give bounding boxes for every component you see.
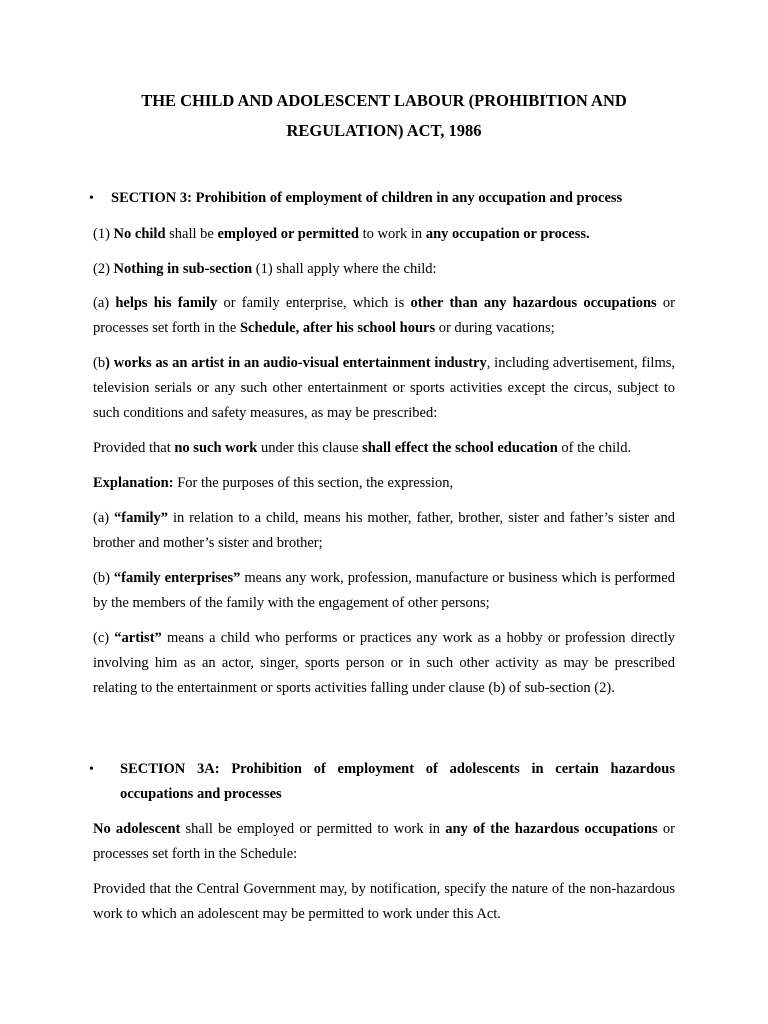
- explanation-family: (a) “family” in relation to a child, means his mother, father, brother, sister and father’s sister and brother and mother’s sister and brother;: [93, 510, 675, 551]
- section-3a-heading: SECTION 3A: Prohibition of employment of adolescents in certain hazardous occupations and processes: [120, 761, 675, 802]
- section-3-clause-2: (2) Nothing in sub-section (1) shall apply where the child:: [93, 261, 437, 277]
- section-3-subclause-a: (a) helps his family or family enterprise, which is other than any hazardous occupations or processes set forth in the Schedule, after his school hours or during vacations;: [93, 295, 675, 336]
- section-3-proviso: Provided that no such work under this clause shall effect the school education of the child.: [93, 440, 632, 456]
- explanation-artist: (c) “artist” means a child who performs or practices any work as a hobby or profession directly involving him as an actor, singer, sports person or in such other activity as may be prescribed relating to the entertainment or sports activities falling under clause (b) of sub-section (2).: [93, 630, 675, 696]
- section-3-heading: SECTION 3: Prohibition of employment of children in any occupation and process: [111, 190, 623, 206]
- explanation-family-enterprises: (b) “family enterprises” means any work, profession, manufacture or business which is performed by the members of the family with the engagement of other persons;: [93, 570, 675, 611]
- section-3a-clause: No adolescent shall be employed or permitted to work in any of the hazardous occupations or processes set forth in the Schedule:: [93, 821, 675, 862]
- section-3-explanation: Explanation: For the purposes of this section, the expression,: [93, 475, 454, 491]
- section-3a-proviso: Provided that the Central Government may, by notification, specify the nature of the non-hazardous work to which an adolescent may be permitted to work under this Act.: [93, 881, 675, 922]
- bullet-icon: •: [89, 191, 94, 206]
- bullet-icon: •: [89, 762, 94, 777]
- section-3-subclause-b: (b) works as an artist in an audio-visual entertainment industry, including advertisement, films, television serials or any such other entertainment or sports activities except the circus, subject to such conditions and safety measures, as may be prescribed:: [93, 355, 675, 421]
- document-title: THE CHILD AND ADOLESCENT LABOUR (PROHIBITION AND REGULATION) ACT, 1986: [141, 91, 627, 140]
- section-3-clause-1: (1) No child shall be employed or permitted to work in any occupation or process.: [93, 226, 590, 242]
